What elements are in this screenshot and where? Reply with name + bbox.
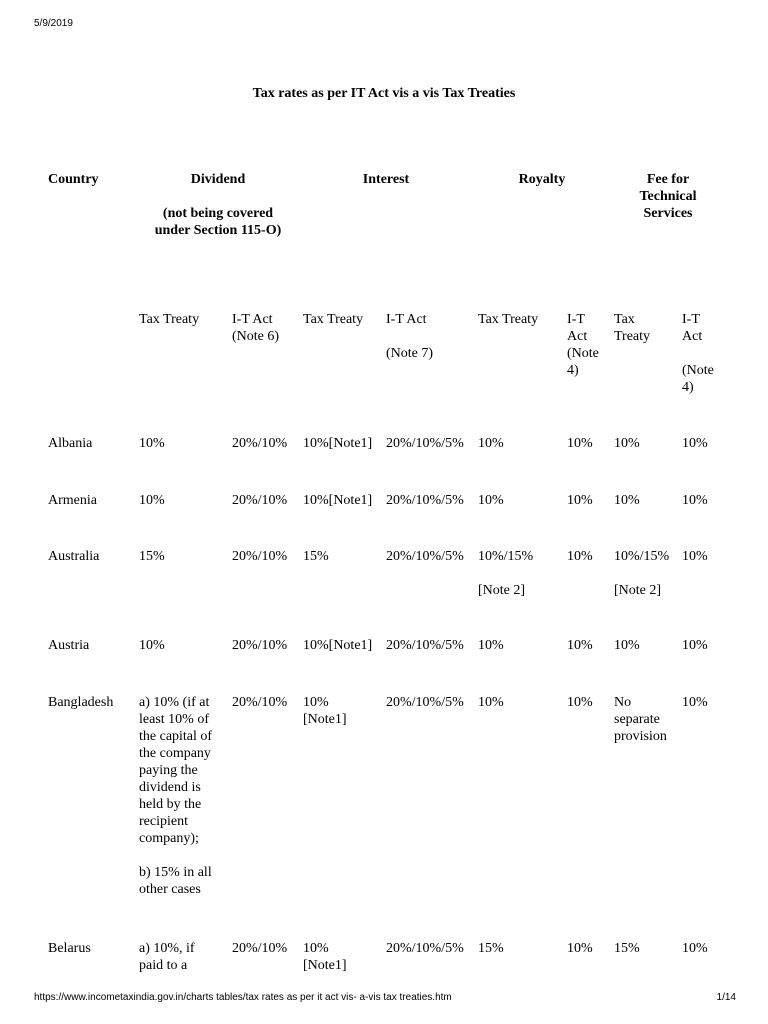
subheader-interest-tax-treaty: Tax Treaty — [303, 312, 364, 327]
interest-treaty-cell: 10%[Note1] — [303, 436, 373, 451]
fts-it-cell: 10% — [682, 638, 708, 653]
fts-treaty-cell: 15% — [614, 941, 640, 956]
dividend-treaty-clause-a: a) 10% (if at least 10% of the capital of the company paying the dividend is held by the recipient company); — [139, 695, 213, 846]
subheader-interest-it-act-label: I-T Act — [386, 312, 427, 327]
subheader-interest-it-act — [386, 311, 433, 362]
fts-treaty-value: 10%/15% — [614, 549, 670, 564]
interest-treaty-cell: 10% [Note1] — [303, 941, 347, 973]
dividend-it-cell: 20%/10% — [232, 549, 288, 564]
royalty-treaty-cell: 10% — [478, 638, 504, 653]
country-cell: Australia — [48, 549, 100, 564]
royalty-treaty-cell: 10% — [478, 493, 504, 508]
country-cell: Belarus — [48, 941, 91, 956]
interest-it-cell: 20%/10%/5% — [386, 941, 464, 956]
header-interest: Interest — [362, 172, 410, 187]
dividend-treaty-clause-b: b) 15% in all other cases — [139, 865, 212, 897]
subheader-royalty-it-act: I-T Act (Note 4) — [567, 312, 599, 378]
interest-it-cell: 20%/10%/5% — [386, 638, 464, 653]
royalty-treaty-cell: 15% — [478, 941, 504, 956]
subheader-fts-it-act-note: (Note 4) — [682, 363, 714, 395]
royalty-treaty-value: 10%/15% — [478, 549, 534, 564]
royalty-treaty-cell: 10% — [478, 695, 504, 710]
header-dividend-label: Dividend — [190, 172, 246, 187]
header-fee-technical-services: Fee for Technical Services — [639, 172, 697, 221]
dividend-treaty-cell: 10% — [139, 493, 165, 508]
header-dividend — [118, 171, 318, 239]
header-country: Country — [48, 172, 99, 187]
interest-treaty-cell: 10%[Note1] — [303, 493, 373, 508]
interest-treaty-cell: 10% [Note1] — [303, 695, 347, 727]
royalty-it-cell: 10% — [567, 493, 593, 508]
subheader-interest-it-act-note: (Note 7) — [386, 346, 434, 361]
subheader-royalty-tax-treaty: Tax Treaty — [478, 312, 539, 327]
interest-it-cell: 20%/10%/5% — [386, 549, 464, 564]
royalty-it-cell: 10% — [567, 436, 593, 451]
interest-treaty-cell: 15% — [303, 549, 329, 564]
page-title: Tax rates as per IT Act vis a vis Tax Treaties — [252, 86, 516, 101]
dividend-treaty-cell: 10% — [139, 638, 165, 653]
country-cell: Armenia — [48, 493, 97, 508]
royalty-treaty-note: [Note 2] — [478, 583, 526, 598]
dividend-treaty-cell: 15% — [139, 549, 165, 564]
fts-treaty-cell: 10% — [614, 436, 640, 451]
subheader-dividend-tax-treaty: Tax Treaty — [139, 312, 200, 327]
country-cell: Austria — [48, 638, 90, 653]
interest-it-cell: 20%/10%/5% — [386, 436, 464, 451]
dividend-it-cell: 20%/10% — [232, 436, 288, 451]
interest-it-cell: 20%/10%/5% — [386, 695, 464, 710]
dividend-it-cell: 20%/10% — [232, 638, 288, 653]
royalty-it-cell: 10% — [567, 549, 593, 564]
interest-treaty-cell: 10%[Note1] — [303, 638, 373, 653]
page-number: 1/14 — [716, 992, 736, 1003]
fts-it-cell: 10% — [682, 695, 708, 710]
dividend-treaty-cell: 10% — [139, 436, 165, 451]
country-cell: Bangladesh — [48, 695, 114, 710]
royalty-treaty-cell — [478, 548, 533, 599]
fts-treaty-cell: No separate provision — [614, 695, 667, 744]
fts-treaty-cell: 10% — [614, 638, 640, 653]
print-date: 5/9/2019 — [34, 18, 73, 29]
dividend-treaty-cell: a) 10%, if paid to a — [139, 941, 195, 973]
subheader-dividend-it-act: I-T Act (Note 6) — [232, 312, 280, 344]
royalty-it-cell: 10% — [567, 941, 593, 956]
fts-treaty-cell — [614, 548, 669, 599]
fts-treaty-cell: 10% — [614, 493, 640, 508]
dividend-it-cell: 20%/10% — [232, 493, 288, 508]
subheader-fts-it-act-label: I-T Act — [682, 312, 703, 344]
interest-it-cell: 20%/10%/5% — [386, 493, 464, 508]
royalty-treaty-cell: 10% — [478, 436, 504, 451]
dividend-it-cell: 20%/10% — [232, 941, 288, 956]
fts-it-cell: 10% — [682, 941, 708, 956]
country-cell: Albania — [48, 436, 93, 451]
header-dividend-note: (not being covered under Section 115-O) — [154, 206, 282, 238]
royalty-it-cell: 10% — [567, 638, 593, 653]
subheader-fts-it-act — [682, 311, 714, 396]
fts-treaty-note: [Note 2] — [614, 583, 662, 598]
fts-it-cell: 10% — [682, 436, 708, 451]
footer-url: https://www.incometaxindia.gov.in/charts tables/tax rates as per it act vis- a-vis tax treaties.htm — [34, 992, 452, 1003]
fts-it-cell: 10% — [682, 549, 708, 564]
royalty-it-cell: 10% — [567, 695, 593, 710]
fts-it-cell: 10% — [682, 493, 708, 508]
subheader-fts-tax-treaty: Tax Treaty — [614, 312, 651, 344]
dividend-it-cell: 20%/10% — [232, 695, 288, 710]
header-royalty: Royalty — [518, 172, 566, 187]
dividend-treaty-cell — [139, 694, 212, 898]
